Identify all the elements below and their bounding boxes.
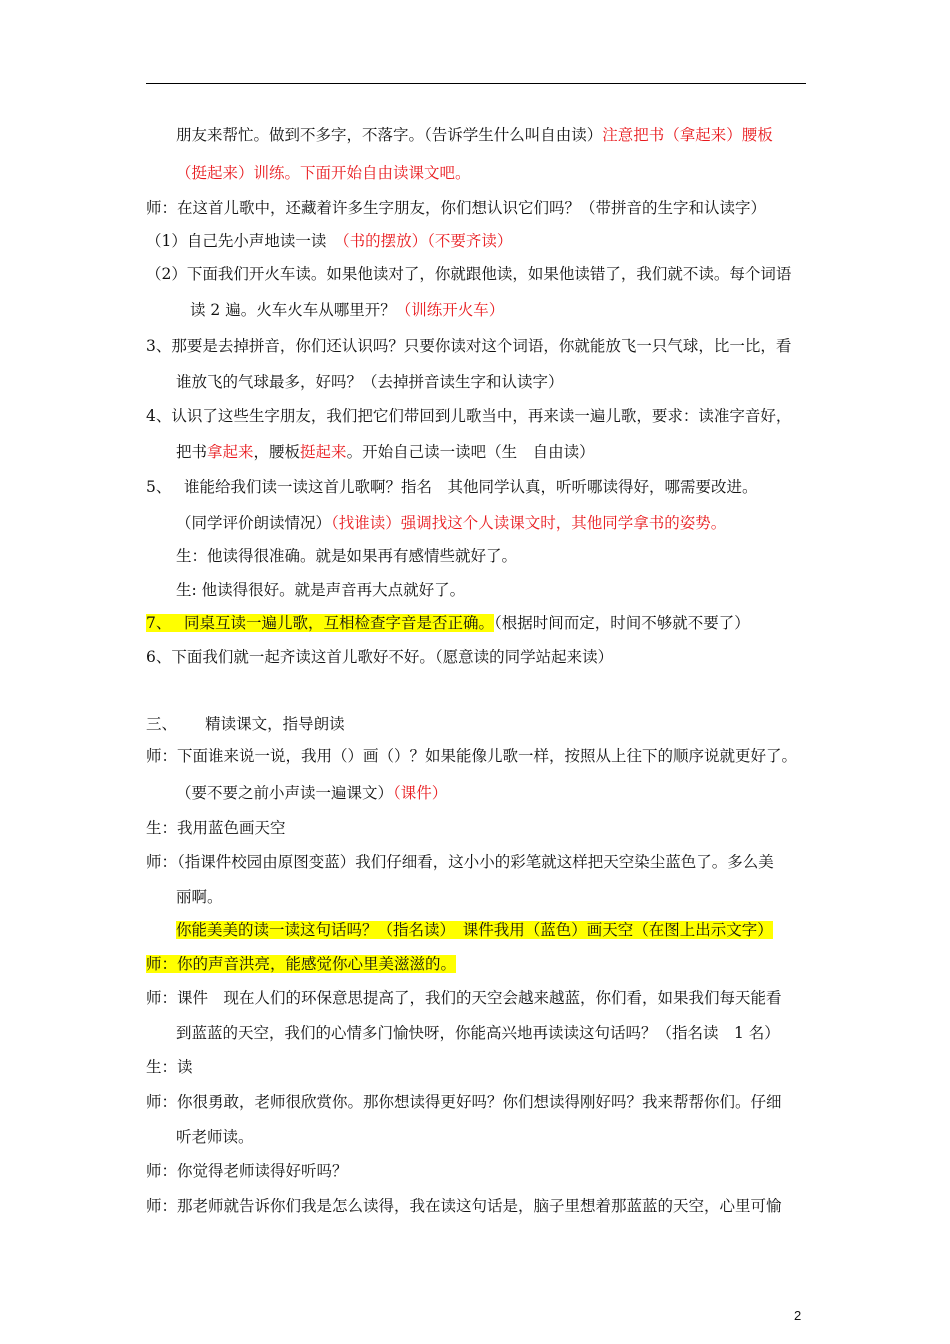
text-segment: 到蓝蓝的天空，我们的心情多门愉快呀，你能高兴地再读读这句话吗？（指名读 1 名） [176, 1024, 780, 1042]
text-segment: 生：他读得很准确。就是如果再有感情些就好了。 [176, 547, 518, 565]
text-segment: （课件） [393, 784, 448, 802]
text-segment: 7、 同桌互读一遍儿歌，互相检查字音是否正确。 [146, 614, 495, 632]
text-segment: （训练开火车） [395, 301, 505, 319]
text-segment: 5、 谁能给我们读一读这首儿歌啊？指名 其他同学认真，听听哪读得好，哪需要改进。 [146, 478, 758, 496]
text-segment: （挺起来）训练。下面开始自由读课文吧。 [176, 164, 471, 182]
text-line [176, 372, 564, 392]
text-line [146, 1092, 782, 1112]
text-line [176, 125, 773, 145]
text-line [146, 477, 758, 497]
header-rule [146, 83, 806, 84]
text-segment: 师：在这首儿歌中，还藏着许多生字朋友，你们想认识它们吗？（带拼音的生字和认读字） [146, 199, 767, 217]
text-segment: 生：读 [146, 1058, 193, 1076]
text-segment: 。开始自己读一读吧（生 自由读） [346, 443, 595, 461]
text-line [176, 1127, 254, 1147]
text-line [146, 647, 613, 667]
text-segment: 生: 他读得很好。就是声音再大点就好了。 [176, 581, 466, 599]
text-segment: 师：你觉得老师读得好听吗？ [146, 1162, 348, 1180]
text-segment: 拿起来 [207, 443, 254, 461]
text-segment: 3、那要是去掉拼音，你们还认识吗？只要你读对这个词语，你就能放飞一只气球，比一比，看 [146, 337, 792, 355]
text-line [176, 580, 465, 600]
text-segment: （1）自己先小声地读一读 [146, 232, 342, 250]
text-segment: 6、下面我们就一起齐读这首儿歌好不好。（愿意读的同学站起来读） [146, 648, 614, 666]
text-line [146, 1161, 348, 1181]
text-line [146, 336, 791, 356]
text-segment: ，腰板 [253, 443, 301, 461]
text-line [146, 988, 782, 1008]
text-segment: （找谁读）强调找这个人读课文时，其他同学拿书的姿势。 [331, 514, 727, 532]
text-segment: 师：你很勇敢，老师很欣赏你。那你想读得更好吗？你们想读得刚好吗？我来帮帮你们。仔细 [146, 1093, 782, 1111]
text-segment: 读 2 遍。火车火车从哪里开？ [190, 301, 396, 319]
text-segment: （要不要之前小声读一遍课文） [176, 784, 394, 802]
page-number: 2 [794, 1308, 802, 1323]
text-line [176, 920, 773, 940]
text-segment: 你能美美的读一读这句话吗？（指名读） 课件我用（蓝色）画天空（在图上出示文字） [176, 921, 773, 939]
text-segment: 师：（指课件校园由原图变蓝）我们仔细看，这小小的彩笔就这样把天空染尘蓝色了。多么美 [146, 853, 774, 871]
text-segment: 注意把书（拿起来）腰板 [602, 126, 773, 144]
text-line [146, 613, 750, 633]
text-segment: （2）下面我们开火车读。如果他读对了，你就跟他读，如果他读错了，我们就不读。每个词语 [146, 265, 792, 283]
text-line [146, 852, 774, 872]
text-line [146, 406, 791, 426]
text-segment: 听老师读。 [176, 1128, 254, 1146]
text-line [176, 887, 223, 907]
text-line [176, 1023, 780, 1043]
text-line [176, 783, 447, 803]
text-line [176, 513, 726, 533]
text-line [146, 198, 766, 218]
text-line [146, 264, 791, 284]
text-line [146, 818, 286, 838]
text-line [190, 300, 504, 320]
text-segment: 丽啊。 [176, 888, 223, 906]
text-line [146, 954, 456, 974]
text-line [146, 1196, 782, 1216]
text-segment: 师：课件 现在人们的环保意思提高了，我们的天空会越来越蓝，你们看，如果我们每天能看 [146, 989, 782, 1007]
text-segment: 4、认识了这些生字朋友，我们把它们带回到儿歌当中，再来读一遍儿歌，要求：读准字音好， [146, 407, 792, 425]
text-line [146, 746, 797, 766]
text-segment: 挺起来 [300, 443, 347, 461]
text-line [146, 231, 512, 251]
text-segment: （书的摆放）（不要齐读） [341, 232, 513, 250]
text-line [146, 1057, 193, 1077]
text-segment: 生：我用蓝色画天空 [146, 819, 286, 837]
text-segment: 朋友来帮忙。做到不多字，不落字。（告诉学生什么叫自由读） [176, 126, 603, 144]
text-line [176, 442, 595, 462]
text-line [176, 163, 471, 183]
text-line [146, 714, 345, 734]
text-segment: 师：那老师就告诉你们我是怎么读得，我在读这句话是，脑子里想着那蓝蓝的天空，心里可愉 [146, 1197, 782, 1215]
text-segment: 师：你的声音洪亮，能感觉你心里美滋滋的。 [146, 955, 457, 973]
text-segment: 三、 精读课文，指导朗读 [146, 715, 345, 733]
text-segment: 师：下面谁来说一说，我用（）画（）？如果能像儿歌一样，按照从上往下的顺序说就更好了。 [146, 747, 798, 765]
text-segment: （根据时间而定，时间不够就不要了） [494, 614, 750, 632]
text-line [176, 546, 517, 566]
text-segment: 把书 [176, 443, 208, 461]
text-segment: 谁放飞的气球最多，好吗？（去掉拼音读生字和认读字） [176, 373, 564, 391]
text-segment: （同学评价朗读情况） [176, 514, 332, 532]
